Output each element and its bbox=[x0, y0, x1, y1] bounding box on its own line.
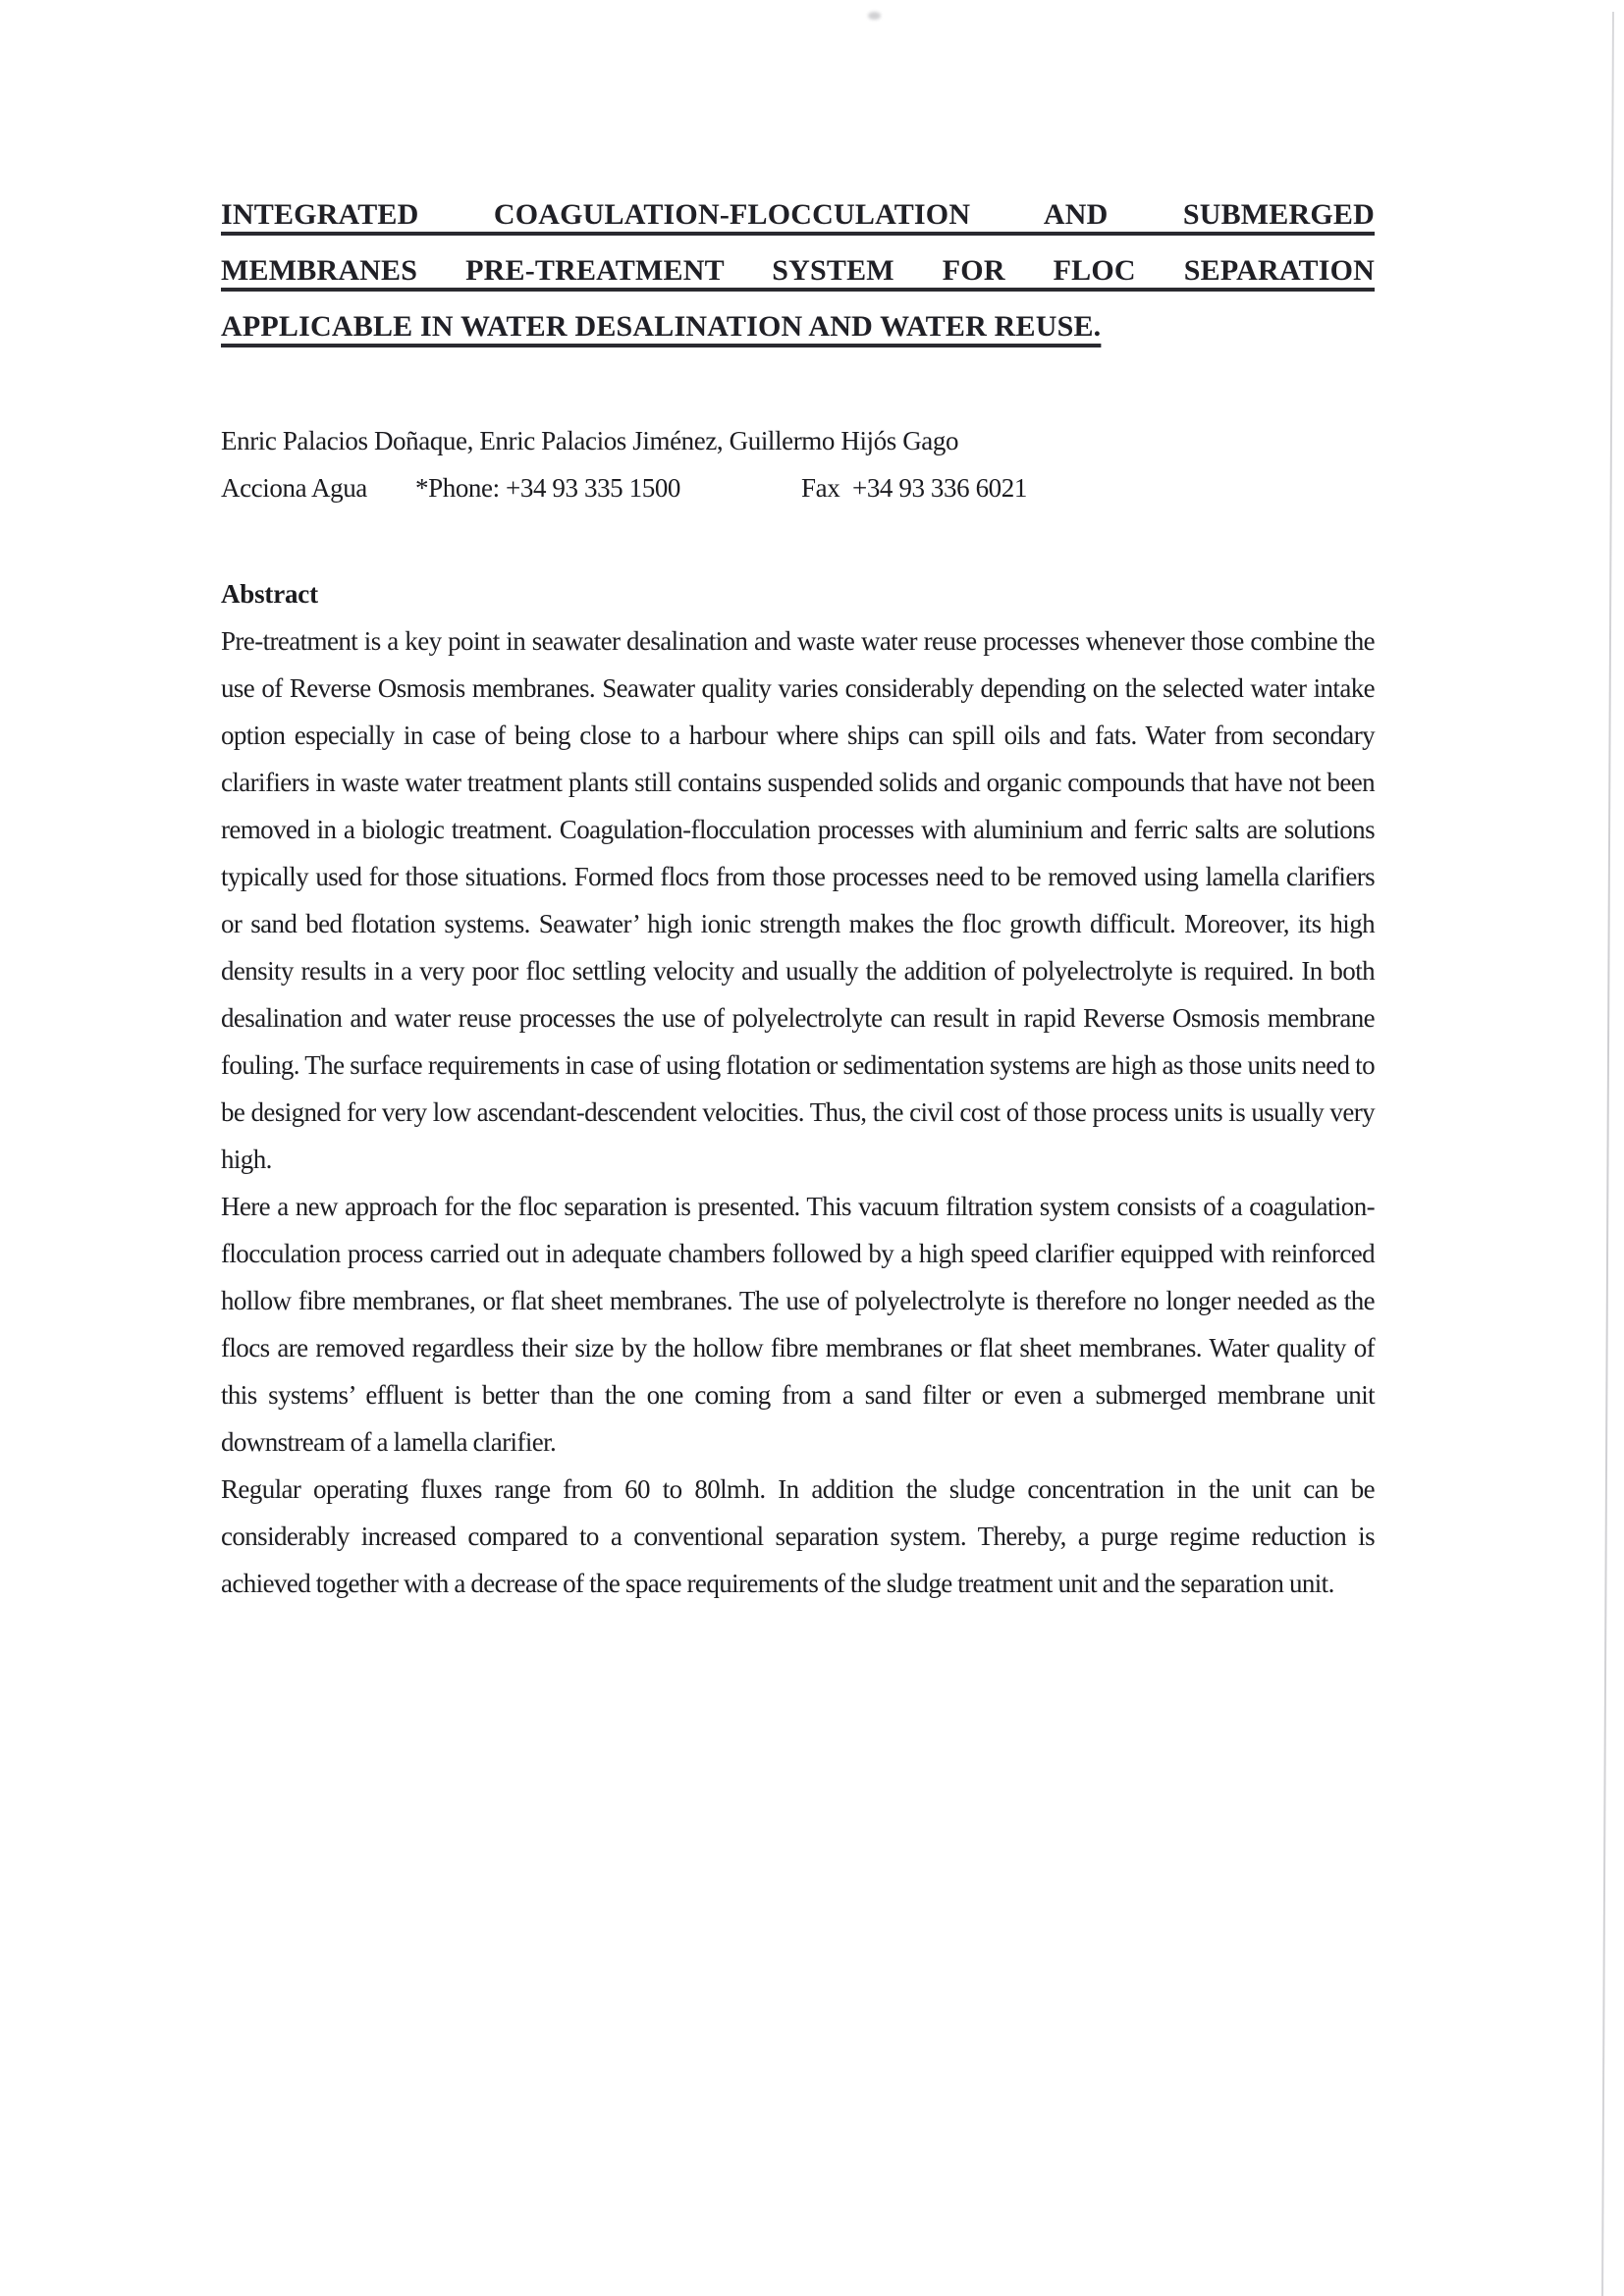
affiliation-row bbox=[221, 464, 1375, 511]
paper-title-line-1: INTEGRATED COAGULATION-FLOCCULATION AND SUBMERGED bbox=[221, 198, 1375, 231]
paper-title-line-2: MEMBRANES PRE-TREATMENT SYSTEM FOR FLOC SEPARATION bbox=[221, 254, 1375, 287]
abstract-paragraph-3: Regular operating fluxes range from 60 to 80lmh. In addition the sludge concentration in the unit can be considerably increased compared to a conventional separation system. Thereby, a purge regime reduction is achieved together with a decrease of the space requirements of the sludge treatment unit and the separation unit. bbox=[221, 1474, 1375, 1598]
abstract-paragraph-2: Here a new approach for the floc separation is presented. This vacuum filtration system consists of a coagulation-flocculation process carried out in adequate chambers followed by a high speed clarifier equipped with reinforced hollow fibre membranes, or flat sheet membranes. The use of polyelectrolyte is therefore no longer needed as the flocs are removed regardless their size by the hollow fibre membranes or flat sheet membranes. Water quality of this systems’ effluent is better than the one coming from a sand filter or even a submerged membrane unit downstream of a lamella clarifier. bbox=[221, 1192, 1375, 1457]
affiliation-company: Acciona Agua bbox=[221, 473, 367, 503]
paper-title bbox=[221, 0, 1375, 354]
abstract-body bbox=[221, 617, 1375, 1607]
scan-edge-line bbox=[1601, 12, 1614, 2296]
paper-title-line-3: APPLICABLE IN WATER DESALINATION AND WATER REUSE. bbox=[221, 310, 1102, 343]
authors-line: Enric Palacios Doñaque, Enric Palacios Jiménez, Guillermo Hijós Gago bbox=[221, 426, 959, 455]
abstract-heading: Abstract bbox=[221, 579, 318, 609]
fax-contact: Fax +34 93 336 6021 bbox=[801, 473, 1027, 503]
page-content bbox=[221, 0, 1375, 1607]
phone-contact: *Phone: +34 93 335 1500 bbox=[415, 473, 681, 503]
abstract-paragraph-1: Pre-treatment is a key point in seawater desalination and waste water reuse processes whenever those combine the use of Reverse Osmosis membranes. Seawater quality varies considerably depending on the selected water intake option especially in case of being close to a harbour where ships can spill oils and fats. Water from secondary clarifiers in waste water treatment plants still contains suspended solids and organic compounds that have not been removed in a biologic treatment. Coagulation-flocculation processes with aluminium and ferric salts are solutions typically used for those situations. Formed flocs from those processes need to be removed using lamella clarifiers or sand bed flotation systems. Seawater’ high ionic strength makes the floc growth difficult. Moreover, its high density results in a very poor floc settling velocity and usually the addition of polyelectrolyte is required. In both desalination and water reuse processes the use of polyelectrolyte can result in rapid Reverse Osmosis membrane fouling. The surface requirements in case of using flotation or sedimentation systems are high as those units need to be designed for very low ascendant-descendent velocities. Thus, the civil cost of those process units is usually very high. bbox=[221, 626, 1375, 1174]
